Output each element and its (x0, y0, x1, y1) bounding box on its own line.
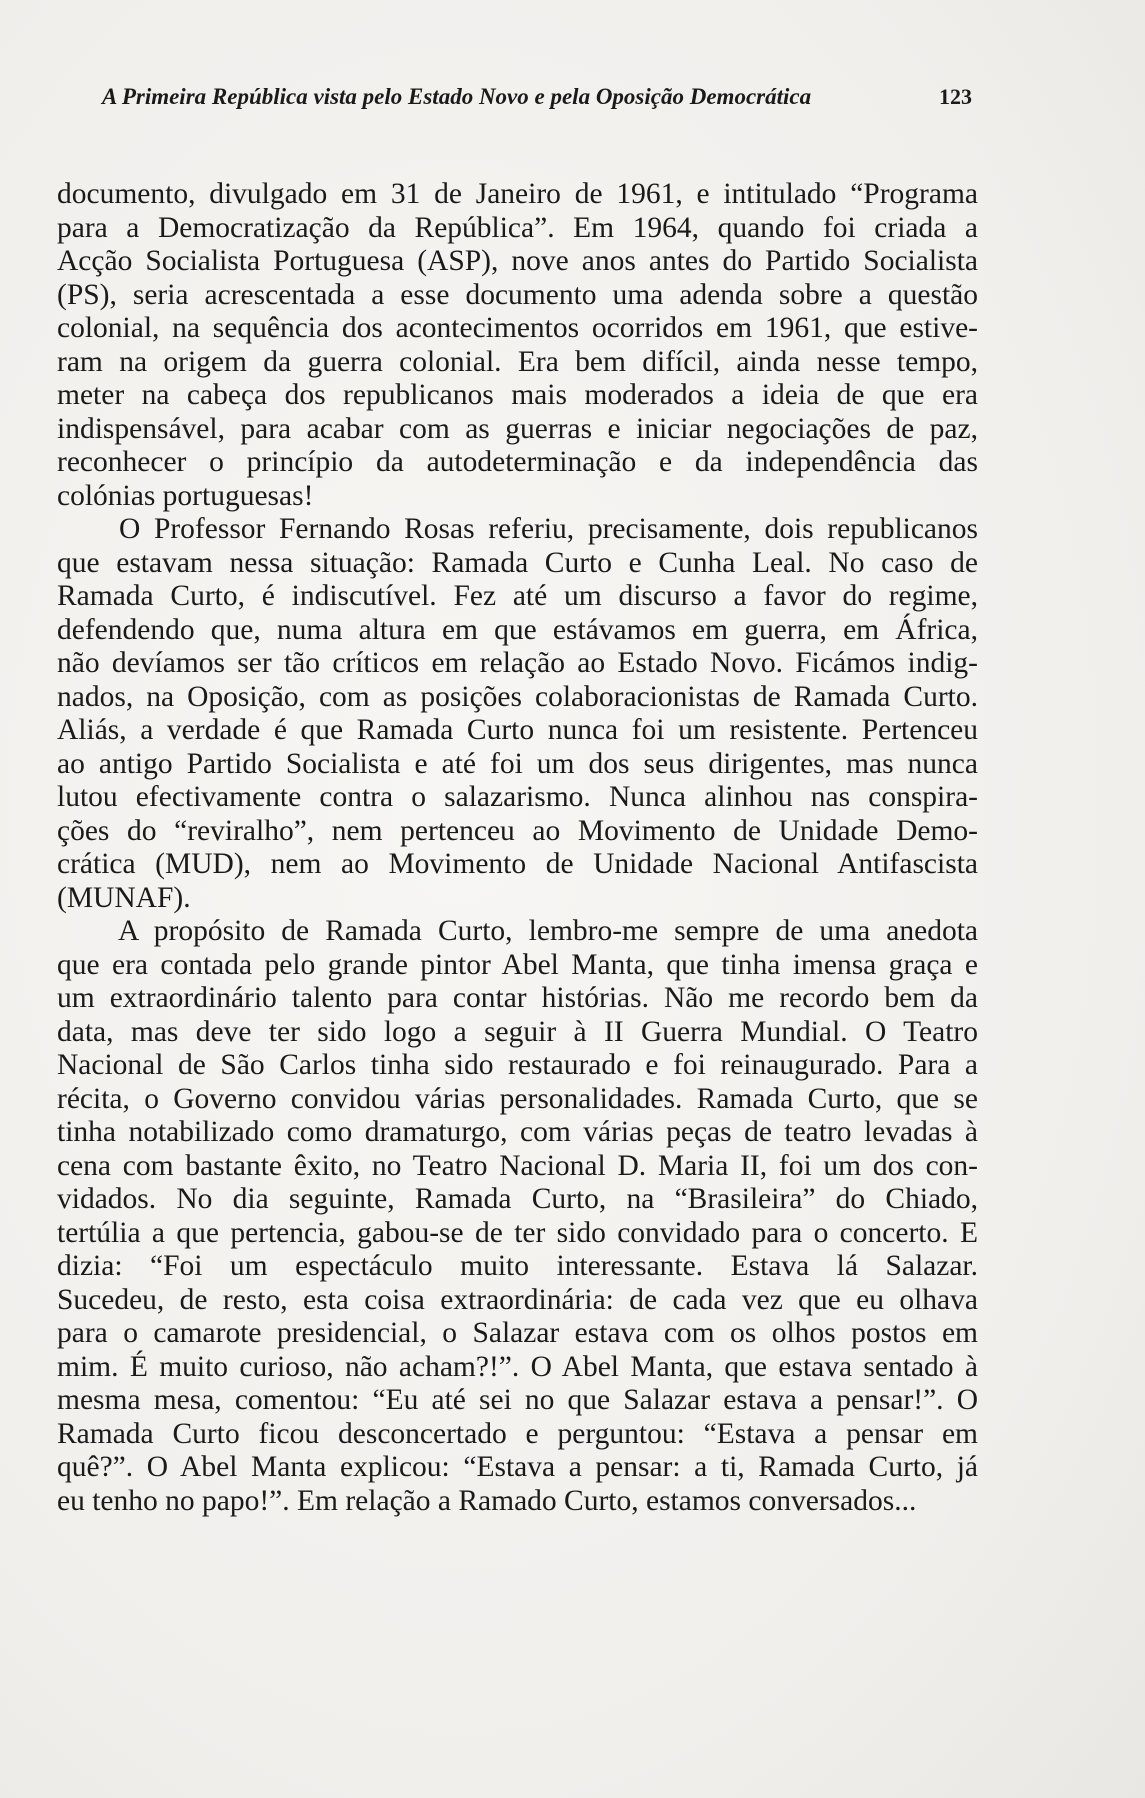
text-line: Acção Socialista Portuguesa (ASP), nove anos antes do Partido Socialista (57, 245, 978, 277)
text-line: tinha notabilizado como dramaturgo, com várias peças de teatro levadas à (57, 1116, 978, 1148)
text-line: mesma mesa, comentou: “Eu até sei no que Salazar estava a pensar!”. O (57, 1384, 978, 1416)
text-line: mim. É muito curioso, não acham?!”. O Abel Manta, que estava sentado à (57, 1350, 978, 1383)
text-line: (MUNAF). (57, 881, 191, 914)
text-line: Ramada Curto ficou desconcertado e perguntou: “Estava a pensar em (57, 1417, 978, 1450)
text-line: cena com bastante êxito, no Teatro Nacional D. Maria II, foi um dos con- (57, 1149, 978, 1182)
text-line: colonial, na sequência dos acontecimentos ocorridos em 1961, que estive- (57, 312, 978, 344)
text-line: indispensável, para acabar com as guerras e iniciar negociações de paz, (57, 412, 978, 445)
running-title: A Primeira República vista pelo Estado Novo e pela Oposição Democrática (102, 84, 812, 109)
body-text (57, 178, 978, 1518)
text-line: data, mas deve ter sido logo a seguir à II Guerra Mundial. O Teatro (57, 1015, 978, 1048)
text-line: lutou efectivamente contra o salazarismo. Nunca alinhou nas conspira- (57, 781, 978, 813)
text-line: defendendo que, numa altura em que estávamos em guerra, em África, (57, 613, 978, 646)
text-line: Sucedeu, de resto, esta coisa extraordinária: de cada vez que eu olhava (57, 1283, 978, 1316)
text-line: que era contada pelo grande pintor Abel Manta, que tinha imensa graça e (57, 948, 978, 981)
paragraph-first-line: A propósito de Ramada Curto, lembro-me sempre de uma anedota (118, 915, 978, 947)
text-line: colónias portuguesas! (57, 479, 314, 512)
text-line: ao antigo Partido Socialista e até foi um dos seus dirigentes, mas nunca (57, 747, 978, 780)
text-line: para o camarote presidencial, o Salazar estava com os olhos postos em (57, 1317, 978, 1349)
text-line: récita, o Governo convidou várias personalidades. Ramada Curto, que se (57, 1082, 978, 1115)
text-line: dizia: “Foi um espectáculo muito interessante. Estava lá Salazar. (57, 1250, 978, 1282)
text-line: documento, divulgado em 31 de Janeiro de 1961, e intitulado “Programa (57, 178, 978, 210)
text-line: ções do “reviralho”, nem pertenceu ao Movimento de Unidade Demo- (57, 814, 978, 847)
text-line: Nacional de São Carlos tinha sido restaurado e foi reinaugurado. Para a (57, 1049, 978, 1081)
text-line: ram na origem da guerra colonial. Era bem difícil, ainda nesse tempo, (57, 345, 978, 378)
text-line: nados, na Oposição, com as posições colaboracionistas de Ramada Curto. (57, 680, 978, 713)
text-line: Aliás, a verdade é que Ramada Curto nunca foi um resistente. Pertenceu (57, 714, 978, 746)
text-line: reconhecer o princípio da autodeterminação e da independência das (57, 446, 978, 478)
text-line: (PS), seria acrescentada a esse documento uma adenda sobre a questão (57, 278, 978, 311)
text-line: que estavam nessa situação: Ramada Curto e Cunha Leal. No caso de (57, 546, 978, 579)
text-line: eu tenho no papo!”. Em relação a Ramado Curto, estamos conversados... (57, 1484, 917, 1517)
text-line: quê?”. O Abel Manta explicou: “Estava a pensar: a ti, Ramada Curto, já (57, 1451, 978, 1483)
text-line: crática (MUD), nem ao Movimento de Unidade Nacional Antifascista (57, 848, 978, 880)
paragraph-first-line: O Professor Fernando Rosas referiu, precisamente, dois republicanos (119, 513, 978, 545)
text-line: um extraordinário talento para contar histórias. Não me recordo bem da (57, 982, 978, 1014)
text-line: meter na cabeça dos republicanos mais moderados a ideia de que era (57, 379, 978, 411)
text-line: Ramada Curto, é indiscutível. Fez até um discurso a favor do regime, (57, 580, 978, 612)
text-line: tertúlia a que pertencia, gabou-se de ter sido convidado para o concerto. E (57, 1216, 978, 1249)
page-number: 123 (939, 84, 972, 109)
text-line: vidados. No dia seguinte, Ramada Curto, na “Brasileira” do Chiado, (57, 1183, 978, 1215)
running-head (102, 82, 972, 112)
text-line: para a Democratização da República”. Em 1964, quando foi criada a (57, 211, 978, 244)
text-line: não devíamos ser tão críticos em relação ao Estado Novo. Ficámos indig- (57, 647, 978, 679)
